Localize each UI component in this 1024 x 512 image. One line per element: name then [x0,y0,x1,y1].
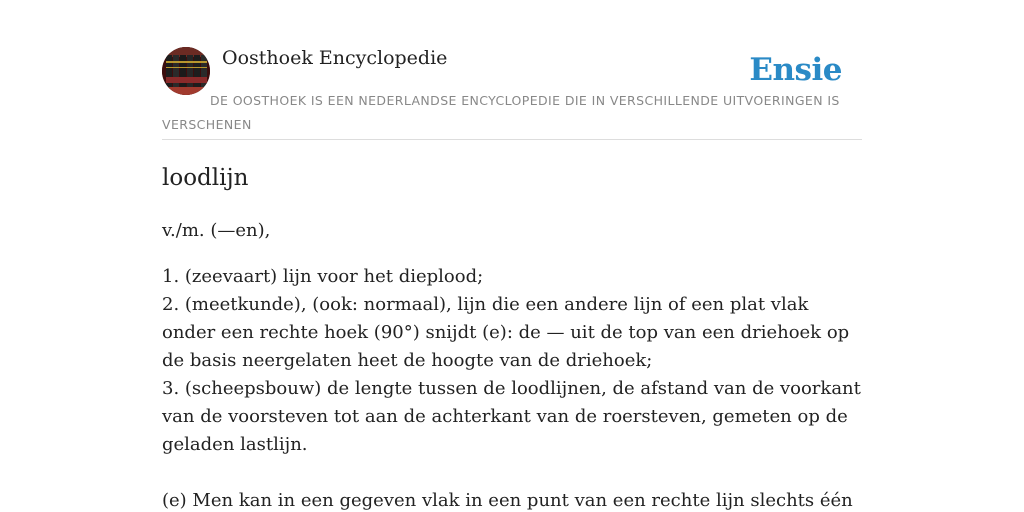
page-container [162,0,862,511]
header [162,0,862,140]
definition-item: 3. (scheepsbouw) de lengte tussen de loodlijnen, de afstand van de voorkant van de voorsteven tot aan de achterkant van de roersteven, gemeten op de geladen lastlijn. [162,378,861,455]
definition-item: 2. (meetkunde), (ook: normaal), lijn die een andere lijn of een plat vlak onder een rechte hoek (90°) snijdt (e): de — uit de top van een driehoek op de basis neergelaten heet de hoogte van de driehoek; [162,294,850,371]
definition-item: 1. (zeevaart) lijn voor het dieplood; [162,266,484,287]
entry-definitions [162,263,862,459]
books-avatar-icon [162,47,210,95]
entry-grammar: v./m. (—en), [162,220,271,241]
entry-note: (e) Men kan in een gegeven vlak in een punt van een rechte lijn slechts één [162,490,853,511]
entry-term: loodlijn [162,165,249,191]
brand-logo[interactable]: Ensie [749,52,842,88]
site-avatar[interactable] [162,47,210,95]
site-tagline: DE OOSTHOEK IS EEN NEDERLANDSE ENCYCLOPEDIE DIE IN VERSCHILLENDE UITVOERINGEN IS VERSCHENEN [162,93,840,132]
site-title[interactable]: Oosthoek Encyclopedie [222,47,448,69]
